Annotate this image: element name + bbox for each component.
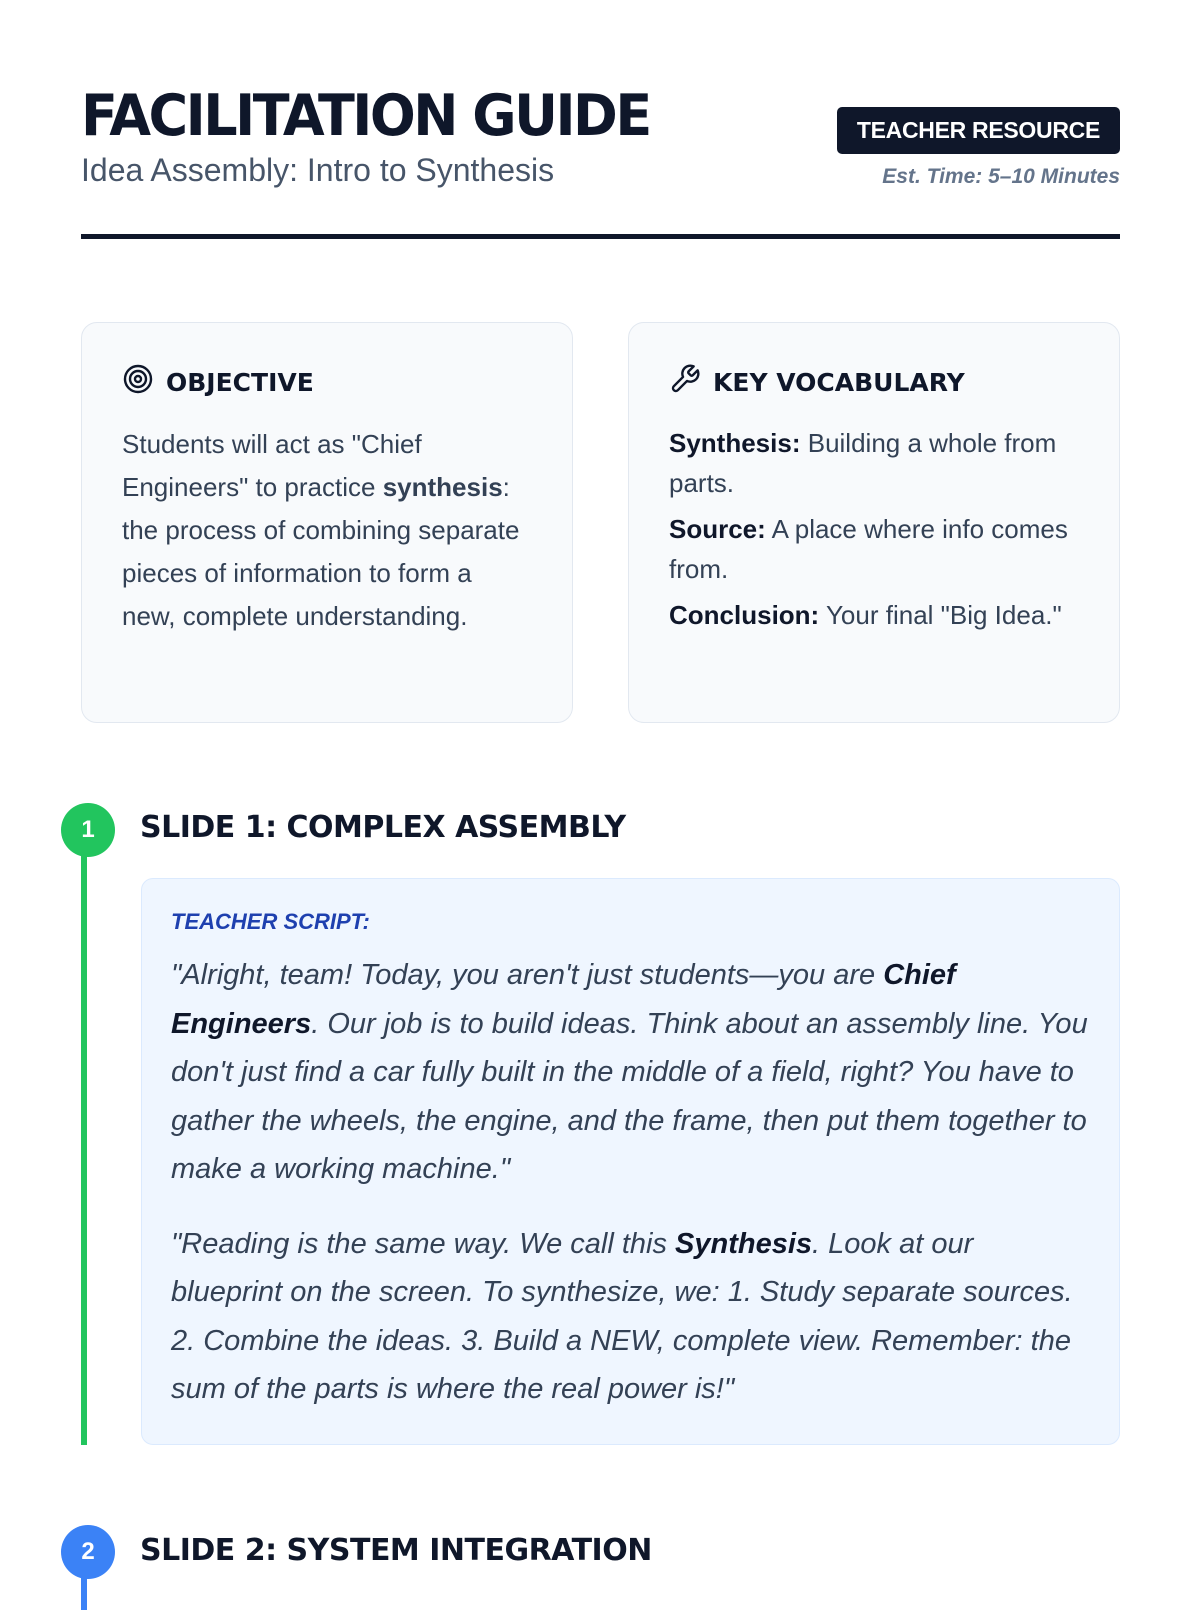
teacher-script-label: TEACHER SCRIPT: bbox=[171, 909, 370, 934]
slide-1-number: 1 bbox=[61, 803, 115, 857]
slide-2-number: 2 bbox=[61, 1525, 115, 1579]
vocab-item: Source: A place where info comes from. bbox=[669, 514, 1068, 584]
teacher-resource-badge: TEACHER RESOURCE bbox=[837, 107, 1120, 154]
vocab-item: Synthesis: Building a whole from parts. bbox=[669, 428, 1057, 498]
objective-title: OBJECTIVE bbox=[166, 367, 314, 397]
page-subtitle: Idea Assembly: Intro to Synthesis bbox=[81, 152, 555, 188]
vocab-item: Conclusion: Your final "Big Idea." bbox=[669, 600, 1062, 630]
slide-1-timeline-line bbox=[81, 855, 87, 1445]
target-icon bbox=[122, 363, 154, 401]
header-divider bbox=[81, 234, 1120, 239]
objective-card bbox=[81, 322, 573, 723]
page-title: FACILITATION GUIDE bbox=[81, 82, 650, 149]
teacher-script-box bbox=[141, 878, 1120, 1445]
wrench-icon bbox=[669, 363, 701, 401]
slide-1-title: SLIDE 1: COMPLEX ASSEMBLY bbox=[140, 810, 626, 845]
vocabulary-card bbox=[628, 322, 1120, 723]
vocabulary-title: KEY VOCABULARY bbox=[713, 367, 965, 397]
script-paragraph: "Alright, team! Today, you aren't just students—you are Chief Engineers. Our job is to build ideas. Think about an assembly line. You don't just find a car fully built in the middle of a field, right? You have to gather the wheels, the engine, and the frame, then put them together to make a working machine." bbox=[171, 959, 1088, 1185]
slide-2-title: SLIDE 2: SYSTEM INTEGRATION bbox=[140, 1533, 652, 1568]
objective-text: Students will act as "Chief Engineers" to practice synthesis: the process of combining separate pieces of information to form a new, complete understanding. bbox=[122, 429, 520, 631]
script-paragraph: "Reading is the same way. We call this Synthesis. Look at our blueprint on the screen. To synthesize, we: 1. Study separate sources. 2. Combine the ideas. 3. Build a NEW, complete view. Remember: the sum of the parts is where the real power is!" bbox=[171, 1227, 1073, 1405]
estimated-time: Est. Time: 5–10 Minutes bbox=[882, 165, 1120, 188]
